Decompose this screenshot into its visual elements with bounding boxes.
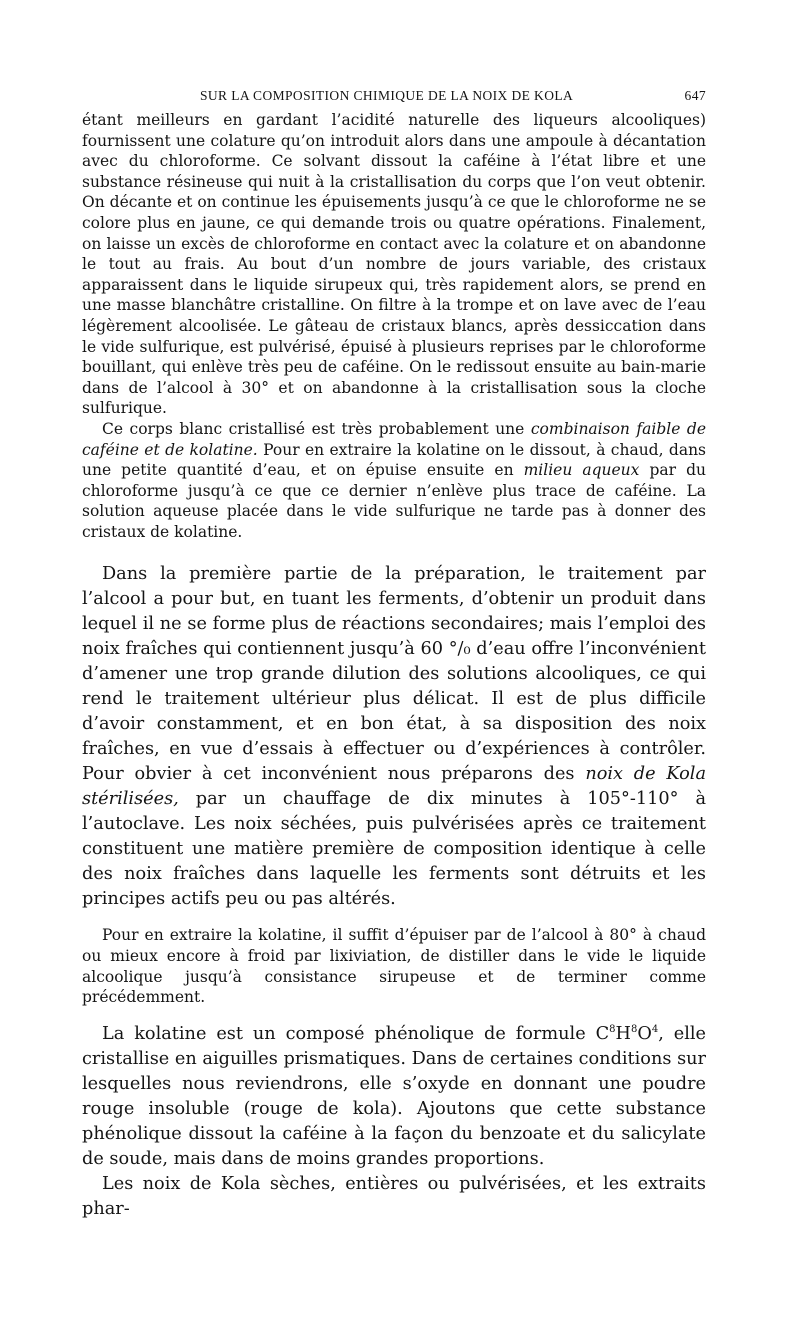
text-run: par un chauffage de dix minutes à 105°-110° à l’autoclave. Les noix séchées, puis pulvérisées après ce traitement constituent une matière première de composition identique à celle des noix fraîches dans laquelle les ferments sont détruits et les principes actifs peu ou pas altérés. bbox=[82, 789, 706, 910]
formula-index: 8 bbox=[630, 1023, 638, 1035]
text-run: La kolatine est un composé phénolique de formule C bbox=[102, 1023, 610, 1044]
text-run: par du chloroforme jusqu’à ce que ce dernier n’enlève plus trace de caféine. La solution aqueuse placée dans le vide sulfurique ne tarde pas à donner des cristaux de kolatine. bbox=[82, 461, 706, 541]
page-number: 647 bbox=[684, 88, 706, 103]
paragraph-formula bbox=[82, 1022, 706, 1172]
italic-phrase: milieu aqueux bbox=[523, 461, 640, 480]
text-run: Dans la première partie de la préparation, le traitement par l’alcool a pour but, en tuant les ferments, d’obtenir un produit dans lequel il ne se forme plus de réactions secondaires; mais l’emploi des noix fraîches qui contiennent jusqu’à 60 °/₀ d’eau offre l’inconvénient d’amener une trop grande dilution des solutions alcooliques, ce qui rend le traitement ultérieur plus délicat. Il est de plus difficile d’avoir constamment, et en bon état, à sa disposition des noix fraîches, en vue d’essais à effectuer ou d’expériences à contrôler. Pour obvier à cet inconvénient nous préparons des bbox=[82, 564, 706, 785]
running-title: SUR LA COMPOSITION CHIMIQUE DE LA NOIX DE KOLA bbox=[200, 88, 574, 103]
paragraph-continuation: étant meilleurs en gardant l’acidité naturelle des liqueurs alcooliques) fournissent une colature qu’on introduit alors dans une ampoule à décantation avec du chloroforme. Ce solvant dissout la caféine à l’état libre et une substance résineuse qui nuit à la cristallisation du corps que l’on veut obtenir. On décante et on continue les épuisements jusqu’à ce que le chloroforme ne se colore plus en jaune, ce qui demande trois ou quatre opérations. Finalement, on laisse un excès de chloroforme en contact avec la colature et on abandonne le tout au frais. Au bout d’un nombre de jours variable, des cristaux apparaissent dans le liquide sirupeux qui, très rapidement alors, se prend en une masse blanchâtre cristalline. On filtre à la trompe et on lave avec de l’eau légèrement alcoolisée. Le gâteau de cristaux blancs, après dessiccation dans le vide sulfurique, est pulvérisé, épuisé à plusieurs reprises par le chloroforme bouillant, qui enlève très peu de caféine. On le redissout ensuite au bain-marie dans de l’alcool à 30° et on abandonne à la cristallisation sous la cloche sulfurique. bbox=[82, 111, 706, 418]
paragraph-kolatine-extraction bbox=[82, 419, 706, 543]
document-page bbox=[82, 88, 706, 1222]
text-run: Pour en extraire la kolatine on le dissout, à chaud, dans une petite quantité d’eau, et on épuise ensuite en bbox=[82, 440, 706, 480]
paragraph-preparation bbox=[82, 562, 706, 912]
text-run: , elle cristallise en aiguilles prismatiques. Dans de certaines conditions sur lesquelles nous reviendrons, elle s’oxyde en donnant une poudre rouge insoluble (rouge de kola). Ajoutons que cette substance phénolique dissout la caféine à la façon du benzoate et du salicylate de soude, mais dans de moins grandes proportions. bbox=[82, 1023, 706, 1169]
text-run: O bbox=[637, 1023, 652, 1044]
italic-phrase: noix de Kola stérilisées, bbox=[82, 764, 706, 810]
formula-index: 4 bbox=[651, 1023, 659, 1035]
running-header bbox=[82, 88, 706, 110]
paragraph-note-extraction: Pour en extraire la kolatine, il suffit d’épuiser par de l’alcool à 80° à chaud ou mieux encore à froid par lixiviation, de distiller dans le vide le liquide alcoolique jusqu’à consistance sirupeuse et de terminer comme précédemment. bbox=[82, 926, 706, 1007]
italic-phrase: combinaison faible de caféine et de kolatine. bbox=[82, 419, 706, 459]
text-run: H bbox=[615, 1023, 631, 1044]
text-run: Ce corps blanc cristallisé est très probablement une bbox=[102, 419, 531, 438]
paragraph-final-line: Les noix de Kola sèches, entières ou pulvérisées, et les extraits phar- bbox=[82, 1173, 706, 1219]
formula-index: 8 bbox=[609, 1023, 616, 1035]
